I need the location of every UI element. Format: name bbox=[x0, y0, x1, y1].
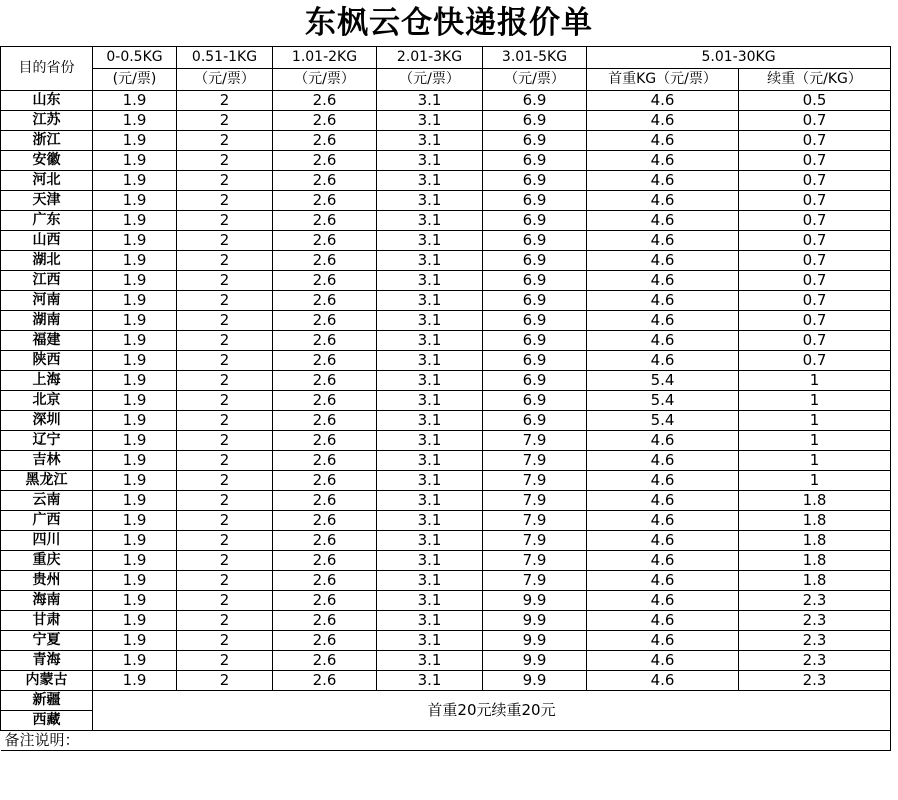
province-cell: 河北 bbox=[1, 171, 93, 191]
table-row bbox=[1, 131, 891, 151]
price-cell: 2.6 bbox=[273, 671, 377, 691]
price-cell: 1.9 bbox=[93, 231, 177, 251]
price-cell: 2 bbox=[177, 451, 273, 471]
price-table bbox=[0, 46, 891, 751]
price-cell: 1.9 bbox=[93, 531, 177, 551]
special-note: 首重20元续重20元 bbox=[93, 691, 891, 731]
price-cell: 3.1 bbox=[377, 131, 483, 151]
price-cell: 1.9 bbox=[93, 211, 177, 231]
price-cell: 3.1 bbox=[377, 611, 483, 631]
price-cell: 6.9 bbox=[483, 91, 587, 111]
price-cell: 4.6 bbox=[587, 571, 739, 591]
province-cell: 吉林 bbox=[1, 451, 93, 471]
price-cell: 3.1 bbox=[377, 371, 483, 391]
table-row bbox=[1, 651, 891, 671]
price-cell: 7.9 bbox=[483, 511, 587, 531]
price-cell: 7.9 bbox=[483, 431, 587, 451]
price-cell: 1.9 bbox=[93, 571, 177, 591]
price-cell: 2 bbox=[177, 571, 273, 591]
price-cell: 0.7 bbox=[739, 131, 891, 151]
price-cell: 2.6 bbox=[273, 291, 377, 311]
price-cell: 3.1 bbox=[377, 571, 483, 591]
table-row bbox=[1, 271, 891, 291]
price-cell: 2.3 bbox=[739, 591, 891, 611]
price-cell: 2 bbox=[177, 231, 273, 251]
province-cell: 山东 bbox=[1, 91, 93, 111]
price-cell: 1.9 bbox=[93, 331, 177, 351]
price-cell: 2.6 bbox=[273, 531, 377, 551]
price-cell: 2 bbox=[177, 191, 273, 211]
province-cell: 重庆 bbox=[1, 551, 93, 571]
price-cell: 2.3 bbox=[739, 611, 891, 631]
price-cell: 5.4 bbox=[587, 411, 739, 431]
province-cell: 内蒙古 bbox=[1, 671, 93, 691]
price-cell: 4.6 bbox=[587, 451, 739, 471]
price-cell: 3.1 bbox=[377, 551, 483, 571]
price-cell: 4.6 bbox=[587, 631, 739, 651]
table-row bbox=[1, 611, 891, 631]
price-cell: 3.1 bbox=[377, 451, 483, 471]
province-cell: 深圳 bbox=[1, 411, 93, 431]
price-cell: 1.9 bbox=[93, 591, 177, 611]
price-cell: 1 bbox=[739, 431, 891, 451]
table-row bbox=[1, 91, 891, 111]
table-row bbox=[1, 551, 891, 571]
price-cell: 0.7 bbox=[739, 271, 891, 291]
price-cell: 4.6 bbox=[587, 331, 739, 351]
price-cell: 2 bbox=[177, 91, 273, 111]
province-cell: 安徽 bbox=[1, 151, 93, 171]
price-cell: 1.8 bbox=[739, 551, 891, 571]
price-cell: 1.9 bbox=[93, 411, 177, 431]
province-cell: 河南 bbox=[1, 291, 93, 311]
header-row-2 bbox=[1, 69, 891, 91]
price-cell: 7.9 bbox=[483, 451, 587, 471]
special-row bbox=[1, 691, 891, 711]
price-cell: 1.9 bbox=[93, 111, 177, 131]
table-row bbox=[1, 231, 891, 251]
price-cell: 3.1 bbox=[377, 231, 483, 251]
price-cell: 4.6 bbox=[587, 91, 739, 111]
price-cell: 3.1 bbox=[377, 651, 483, 671]
price-cell: 9.9 bbox=[483, 631, 587, 651]
price-cell: 4.6 bbox=[587, 591, 739, 611]
table-row bbox=[1, 411, 891, 431]
price-cell: 1 bbox=[739, 411, 891, 431]
price-cell: 1.9 bbox=[93, 391, 177, 411]
price-cell: 4.6 bbox=[587, 431, 739, 451]
table-row bbox=[1, 311, 891, 331]
remarks-row bbox=[1, 731, 891, 751]
price-cell: 3.1 bbox=[377, 291, 483, 311]
table-row bbox=[1, 371, 891, 391]
header-w1: 0-0.5KG bbox=[93, 47, 177, 69]
price-cell: 1 bbox=[739, 451, 891, 471]
price-cell: 4.6 bbox=[587, 271, 739, 291]
price-cell: 2.6 bbox=[273, 631, 377, 651]
price-cell: 2.6 bbox=[273, 151, 377, 171]
price-cell: 2 bbox=[177, 311, 273, 331]
special-province: 新疆 bbox=[1, 691, 93, 711]
province-cell: 海南 bbox=[1, 591, 93, 611]
table-row bbox=[1, 451, 891, 471]
table-row bbox=[1, 151, 891, 171]
price-cell: 2.3 bbox=[739, 671, 891, 691]
price-cell: 6.9 bbox=[483, 371, 587, 391]
province-cell: 江西 bbox=[1, 271, 93, 291]
price-cell: 0.7 bbox=[739, 251, 891, 271]
remarks: 备注说明： bbox=[1, 731, 891, 751]
province-cell: 贵州 bbox=[1, 571, 93, 591]
price-cell: 6.9 bbox=[483, 411, 587, 431]
price-cell: 0.7 bbox=[739, 291, 891, 311]
table-row bbox=[1, 531, 891, 551]
price-cell: 2 bbox=[177, 611, 273, 631]
price-cell: 1.9 bbox=[93, 671, 177, 691]
price-cell: 1.9 bbox=[93, 251, 177, 271]
price-cell: 5.4 bbox=[587, 371, 739, 391]
price-cell: 4.6 bbox=[587, 351, 739, 371]
price-cell: 2 bbox=[177, 651, 273, 671]
header-unit: （元/票） bbox=[483, 69, 587, 91]
price-cell: 2 bbox=[177, 111, 273, 131]
price-cell: 1.9 bbox=[93, 191, 177, 211]
table-row bbox=[1, 391, 891, 411]
price-cell: 1.9 bbox=[93, 451, 177, 471]
price-cell: 0.7 bbox=[739, 311, 891, 331]
price-cell: 2 bbox=[177, 211, 273, 231]
price-cell: 2.6 bbox=[273, 611, 377, 631]
price-cell: 6.9 bbox=[483, 191, 587, 211]
price-cell: 9.9 bbox=[483, 651, 587, 671]
table-row bbox=[1, 631, 891, 651]
province-cell: 宁夏 bbox=[1, 631, 93, 651]
price-cell: 3.1 bbox=[377, 311, 483, 331]
price-cell: 2 bbox=[177, 471, 273, 491]
price-cell: 1 bbox=[739, 371, 891, 391]
price-cell: 6.9 bbox=[483, 171, 587, 191]
price-cell: 4.6 bbox=[587, 311, 739, 331]
province-cell: 福建 bbox=[1, 331, 93, 351]
price-cell: 3.1 bbox=[377, 351, 483, 371]
price-cell: 3.1 bbox=[377, 211, 483, 231]
price-cell: 2 bbox=[177, 491, 273, 511]
table-row bbox=[1, 351, 891, 371]
table-row bbox=[1, 111, 891, 131]
province-cell: 湖南 bbox=[1, 311, 93, 331]
header-extra-weight: 续重（元/KG） bbox=[739, 69, 891, 91]
price-cell: 3.1 bbox=[377, 511, 483, 531]
price-cell: 0.7 bbox=[739, 331, 891, 351]
price-cell: 1.9 bbox=[93, 151, 177, 171]
price-cell: 9.9 bbox=[483, 591, 587, 611]
page-title: 东枫云仓快递报价单 bbox=[305, 5, 593, 41]
price-cell: 2 bbox=[177, 351, 273, 371]
price-cell: 4.6 bbox=[587, 491, 739, 511]
price-cell: 3.1 bbox=[377, 271, 483, 291]
price-cell: 2 bbox=[177, 131, 273, 151]
price-cell: 2 bbox=[177, 531, 273, 551]
price-cell: 6.9 bbox=[483, 351, 587, 371]
price-cell: 2 bbox=[177, 631, 273, 651]
table-row bbox=[1, 171, 891, 191]
price-cell: 2 bbox=[177, 291, 273, 311]
province-cell: 云南 bbox=[1, 491, 93, 511]
province-cell: 黑龙江 bbox=[1, 471, 93, 491]
province-cell: 甘肃 bbox=[1, 611, 93, 631]
price-cell: 2.6 bbox=[273, 111, 377, 131]
province-cell: 陕西 bbox=[1, 351, 93, 371]
price-cell: 2.6 bbox=[273, 171, 377, 191]
province-cell: 辽宁 bbox=[1, 431, 93, 451]
price-cell: 2.6 bbox=[273, 551, 377, 571]
price-cell: 3.1 bbox=[377, 191, 483, 211]
table-row bbox=[1, 671, 891, 691]
price-cell: 1.9 bbox=[93, 291, 177, 311]
price-cell: 3.1 bbox=[377, 111, 483, 131]
price-cell: 5.4 bbox=[587, 391, 739, 411]
price-cell: 2.6 bbox=[273, 351, 377, 371]
special-province: 西藏 bbox=[1, 711, 93, 731]
price-cell: 4.6 bbox=[587, 211, 739, 231]
price-cell: 6.9 bbox=[483, 251, 587, 271]
province-cell: 江苏 bbox=[1, 111, 93, 131]
header-w4: 2.01-3KG bbox=[377, 47, 483, 69]
price-cell: 2.6 bbox=[273, 451, 377, 471]
price-cell: 6.9 bbox=[483, 391, 587, 411]
price-cell: 1.9 bbox=[93, 271, 177, 291]
price-cell: 4.6 bbox=[587, 231, 739, 251]
price-cell: 2.6 bbox=[273, 571, 377, 591]
price-cell: 1.8 bbox=[739, 491, 891, 511]
price-cell: 0.7 bbox=[739, 171, 891, 191]
price-cell: 1.9 bbox=[93, 351, 177, 371]
price-cell: 1 bbox=[739, 471, 891, 491]
price-cell: 1.9 bbox=[93, 131, 177, 151]
price-cell: 2.3 bbox=[739, 631, 891, 651]
price-cell: 3.1 bbox=[377, 531, 483, 551]
price-cell: 7.9 bbox=[483, 471, 587, 491]
price-cell: 2.6 bbox=[273, 271, 377, 291]
price-cell: 1 bbox=[739, 391, 891, 411]
price-cell: 0.5 bbox=[739, 91, 891, 111]
price-cell: 6.9 bbox=[483, 151, 587, 171]
price-cell: 2.6 bbox=[273, 431, 377, 451]
price-cell: 1.9 bbox=[93, 651, 177, 671]
table-row bbox=[1, 471, 891, 491]
price-cell: 1.8 bbox=[739, 531, 891, 551]
price-cell: 2.6 bbox=[273, 371, 377, 391]
price-cell: 1.9 bbox=[93, 311, 177, 331]
price-cell: 2.6 bbox=[273, 471, 377, 491]
table-row bbox=[1, 491, 891, 511]
price-cell: 2 bbox=[177, 271, 273, 291]
price-cell: 6.9 bbox=[483, 331, 587, 351]
price-cell: 2 bbox=[177, 671, 273, 691]
price-cell: 2.6 bbox=[273, 91, 377, 111]
price-cell: 4.6 bbox=[587, 471, 739, 491]
table-row bbox=[1, 291, 891, 311]
price-cell: 2.6 bbox=[273, 511, 377, 531]
price-cell: 1.9 bbox=[93, 611, 177, 631]
price-cell: 1.9 bbox=[93, 171, 177, 191]
price-cell: 6.9 bbox=[483, 111, 587, 131]
price-cell: 4.6 bbox=[587, 131, 739, 151]
province-cell: 青海 bbox=[1, 651, 93, 671]
price-cell: 2.6 bbox=[273, 411, 377, 431]
price-cell: 2.6 bbox=[273, 591, 377, 611]
price-cell: 4.6 bbox=[587, 531, 739, 551]
header-unit: （元/票） bbox=[177, 69, 273, 91]
price-cell: 1.9 bbox=[93, 551, 177, 571]
price-cell: 1.8 bbox=[739, 571, 891, 591]
price-cell: 6.9 bbox=[483, 211, 587, 231]
province-cell: 四川 bbox=[1, 531, 93, 551]
price-cell: 3.1 bbox=[377, 471, 483, 491]
price-cell: 2.6 bbox=[273, 651, 377, 671]
header-w3: 1.01-2KG bbox=[273, 47, 377, 69]
price-cell: 2 bbox=[177, 431, 273, 451]
price-cell: 2 bbox=[177, 391, 273, 411]
price-cell: 0.7 bbox=[739, 151, 891, 171]
price-cell: 1.9 bbox=[93, 371, 177, 391]
price-cell: 2.6 bbox=[273, 131, 377, 151]
price-cell: 2.6 bbox=[273, 331, 377, 351]
price-cell: 6.9 bbox=[483, 271, 587, 291]
price-cell: 3.1 bbox=[377, 151, 483, 171]
price-cell: 2 bbox=[177, 171, 273, 191]
price-cell: 3.1 bbox=[377, 631, 483, 651]
price-cell: 2.6 bbox=[273, 491, 377, 511]
header-row-1 bbox=[1, 47, 891, 69]
price-cell: 1.9 bbox=[93, 91, 177, 111]
price-cell: 3.1 bbox=[377, 91, 483, 111]
header-unit: （元/票） bbox=[273, 69, 377, 91]
price-cell: 3.1 bbox=[377, 391, 483, 411]
price-cell: 6.9 bbox=[483, 231, 587, 251]
price-cell: 0.7 bbox=[739, 191, 891, 211]
header-w5: 3.01-5KG bbox=[483, 47, 587, 69]
price-cell: 3.1 bbox=[377, 171, 483, 191]
table-row bbox=[1, 251, 891, 271]
price-cell: 2.6 bbox=[273, 211, 377, 231]
province-cell: 浙江 bbox=[1, 131, 93, 151]
price-cell: 4.6 bbox=[587, 551, 739, 571]
price-cell: 3.1 bbox=[377, 671, 483, 691]
table-row bbox=[1, 511, 891, 531]
price-cell: 1.9 bbox=[93, 431, 177, 451]
table-row bbox=[1, 571, 891, 591]
price-cell: 3.1 bbox=[377, 431, 483, 451]
province-cell: 天津 bbox=[1, 191, 93, 211]
price-cell: 1.9 bbox=[93, 491, 177, 511]
price-cell: 0.7 bbox=[739, 231, 891, 251]
province-cell: 山西 bbox=[1, 231, 93, 251]
price-cell: 2 bbox=[177, 411, 273, 431]
header-unit: （元/票） bbox=[377, 69, 483, 91]
header-unit: (元/票) bbox=[93, 69, 177, 91]
price-cell: 3.1 bbox=[377, 411, 483, 431]
price-cell: 1.9 bbox=[93, 511, 177, 531]
province-cell: 广东 bbox=[1, 211, 93, 231]
header-first-weight: 首重KG（元/票） bbox=[587, 69, 739, 91]
price-cell: 4.6 bbox=[587, 671, 739, 691]
price-cell: 4.6 bbox=[587, 171, 739, 191]
price-cell: 3.1 bbox=[377, 251, 483, 271]
price-cell: 4.6 bbox=[587, 151, 739, 171]
price-cell: 0.7 bbox=[739, 351, 891, 371]
price-cell: 2 bbox=[177, 331, 273, 351]
price-cell: 9.9 bbox=[483, 671, 587, 691]
price-cell: 0.7 bbox=[739, 211, 891, 231]
province-cell: 北京 bbox=[1, 391, 93, 411]
price-cell: 2.6 bbox=[273, 251, 377, 271]
province-cell: 上海 bbox=[1, 371, 93, 391]
header-w2: 0.51-1KG bbox=[177, 47, 273, 69]
price-cell: 4.6 bbox=[587, 111, 739, 131]
table-row bbox=[1, 591, 891, 611]
price-cell: 2.6 bbox=[273, 191, 377, 211]
price-cell: 1.8 bbox=[739, 511, 891, 531]
price-cell: 0.7 bbox=[739, 111, 891, 131]
price-cell: 2 bbox=[177, 511, 273, 531]
header-province: 目的省份 bbox=[1, 47, 93, 91]
price-cell: 2 bbox=[177, 591, 273, 611]
price-cell: 7.9 bbox=[483, 571, 587, 591]
province-cell: 广西 bbox=[1, 511, 93, 531]
price-cell: 7.9 bbox=[483, 491, 587, 511]
price-cell: 2.6 bbox=[273, 311, 377, 331]
price-cell: 2.6 bbox=[273, 391, 377, 411]
price-cell: 3.1 bbox=[377, 331, 483, 351]
price-cell: 2.3 bbox=[739, 651, 891, 671]
price-cell: 4.6 bbox=[587, 611, 739, 631]
price-cell: 6.9 bbox=[483, 311, 587, 331]
price-cell: 4.6 bbox=[587, 291, 739, 311]
price-cell: 3.1 bbox=[377, 591, 483, 611]
price-cell: 2 bbox=[177, 151, 273, 171]
price-cell: 9.9 bbox=[483, 611, 587, 631]
price-cell: 1.9 bbox=[93, 471, 177, 491]
price-cell: 4.6 bbox=[587, 251, 739, 271]
price-cell: 4.6 bbox=[587, 191, 739, 211]
price-cell: 7.9 bbox=[483, 551, 587, 571]
price-cell: 4.6 bbox=[587, 511, 739, 531]
price-cell: 2 bbox=[177, 251, 273, 271]
price-cell: 4.6 bbox=[587, 651, 739, 671]
province-cell: 湖北 bbox=[1, 251, 93, 271]
price-cell: 2 bbox=[177, 371, 273, 391]
price-cell: 6.9 bbox=[483, 131, 587, 151]
header-w6: 5.01-30KG bbox=[587, 47, 891, 69]
price-cell: 3.1 bbox=[377, 491, 483, 511]
price-cell: 6.9 bbox=[483, 291, 587, 311]
price-cell: 2.6 bbox=[273, 231, 377, 251]
price-cell: 1.9 bbox=[93, 631, 177, 651]
price-cell: 7.9 bbox=[483, 531, 587, 551]
table-row bbox=[1, 191, 891, 211]
table-row bbox=[1, 331, 891, 351]
table-row bbox=[1, 431, 891, 451]
price-cell: 2 bbox=[177, 551, 273, 571]
table-row bbox=[1, 211, 891, 231]
